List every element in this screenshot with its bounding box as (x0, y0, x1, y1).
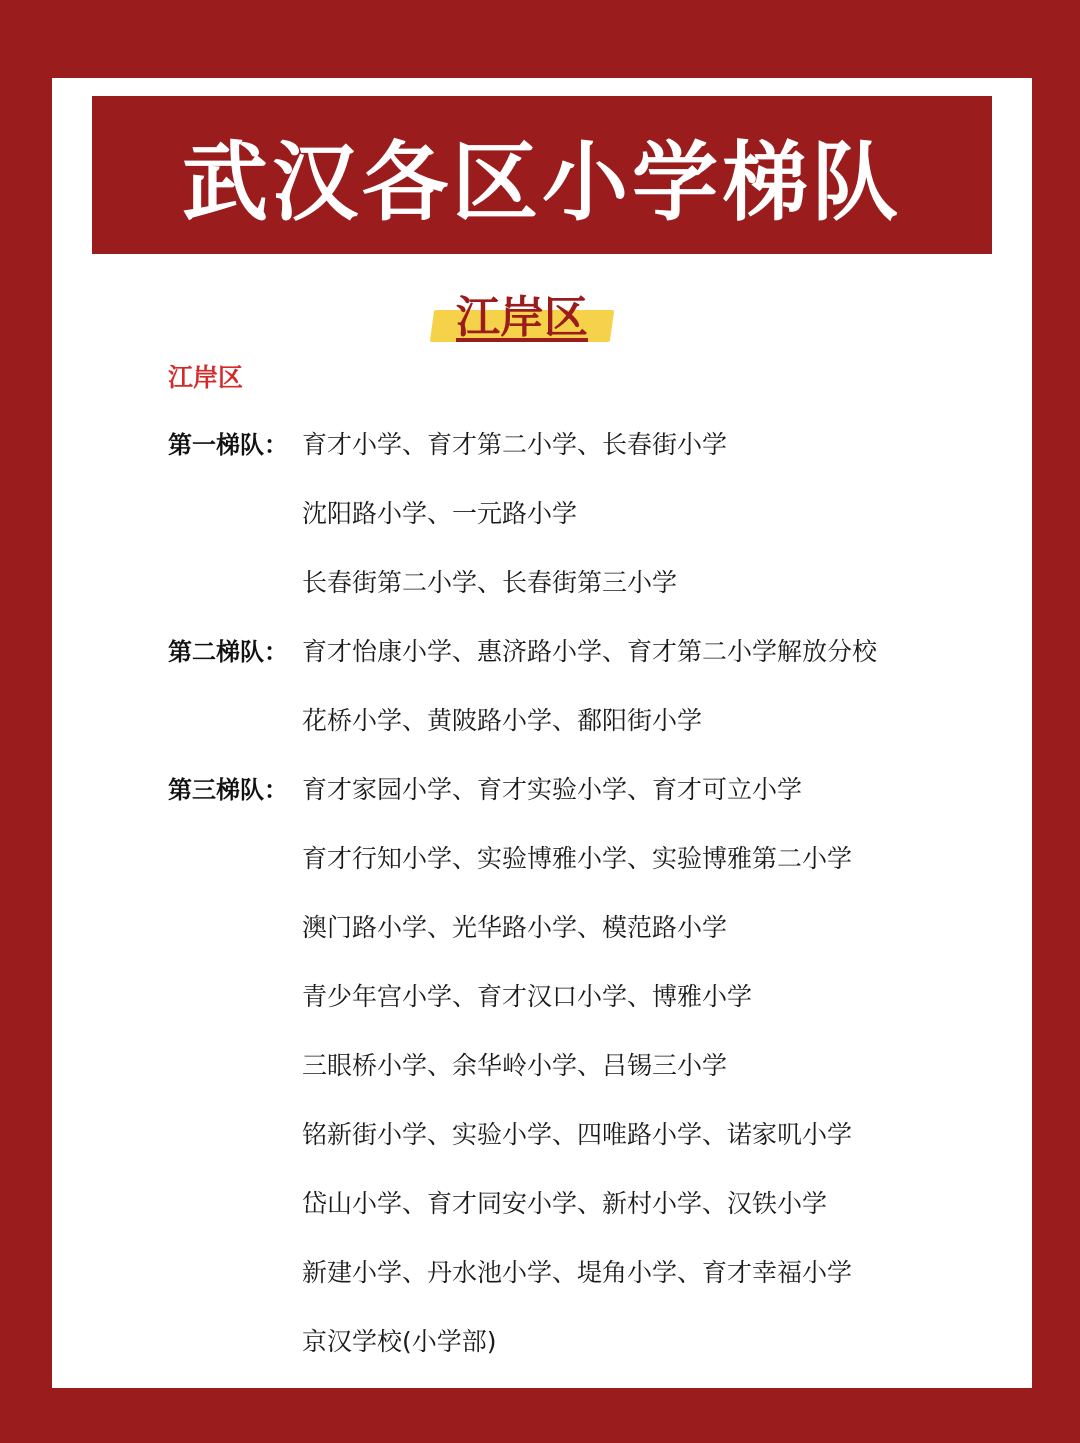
school-line: 育才家园小学、育才实验小学、育才可立小学 (302, 774, 803, 804)
tier-row (168, 891, 1008, 960)
district-label: 江岸区 (168, 363, 244, 392)
tier-row (168, 477, 1008, 546)
tier-label: 第二梯队： (168, 638, 288, 666)
school-line: 沈阳路小学、一元路小学 (302, 498, 578, 528)
tier-row (168, 1167, 1008, 1236)
school-line: 澳门路小学、光华路小学、模范路小学 (302, 912, 728, 942)
school-line: 育才行知小学、实验博雅小学、实验博雅第二小学 (302, 843, 853, 873)
tier-label: 第三梯队： (168, 776, 288, 804)
school-line: 铭新街小学、实验小学、四唯路小学、诺家叽小学 (302, 1119, 853, 1149)
page-title: 武汉各区小学梯队 (182, 133, 902, 233)
school-line: 三眼桥小学、余华岭小学、吕锡三小学 (302, 1050, 728, 1080)
school-line: 花桥小学、黄陂路小学、鄱阳街小学 (302, 705, 703, 735)
tier-label: 第一梯队： (168, 431, 288, 459)
tier-row (168, 960, 1008, 1029)
tier-row (168, 615, 1008, 684)
title-banner (92, 96, 992, 254)
tier-row (168, 1236, 1008, 1305)
school-line: 岱山小学、育才同安小学、新村小学、汉铁小学 (302, 1188, 828, 1218)
tier-row (168, 1029, 1008, 1098)
school-line: 育才小学、育才第二小学、长春街小学 (302, 429, 728, 459)
tier-row (168, 753, 1008, 822)
tier-row (168, 408, 1008, 477)
school-line: 育才怡康小学、惠济路小学、育才第二小学解放分校 (302, 636, 878, 666)
content-card (52, 78, 1032, 1388)
tier-list (168, 408, 1008, 1374)
tier-row (168, 822, 1008, 891)
tier-row (168, 1305, 1008, 1374)
school-line: 青少年宫小学、育才汉口小学、博雅小学 (302, 981, 753, 1011)
school-line: 长春街第二小学、长春街第三小学 (302, 567, 678, 597)
school-line: 京汉学校(小学部) (302, 1326, 497, 1356)
school-line: 新建小学、丹水池小学、堤角小学、育才幸福小学 (302, 1257, 853, 1287)
district-heading (432, 278, 612, 348)
district-heading-text: 江岸区 (456, 292, 588, 343)
tier-row (168, 684, 1008, 753)
tier-row (168, 546, 1008, 615)
tier-row (168, 1098, 1008, 1167)
